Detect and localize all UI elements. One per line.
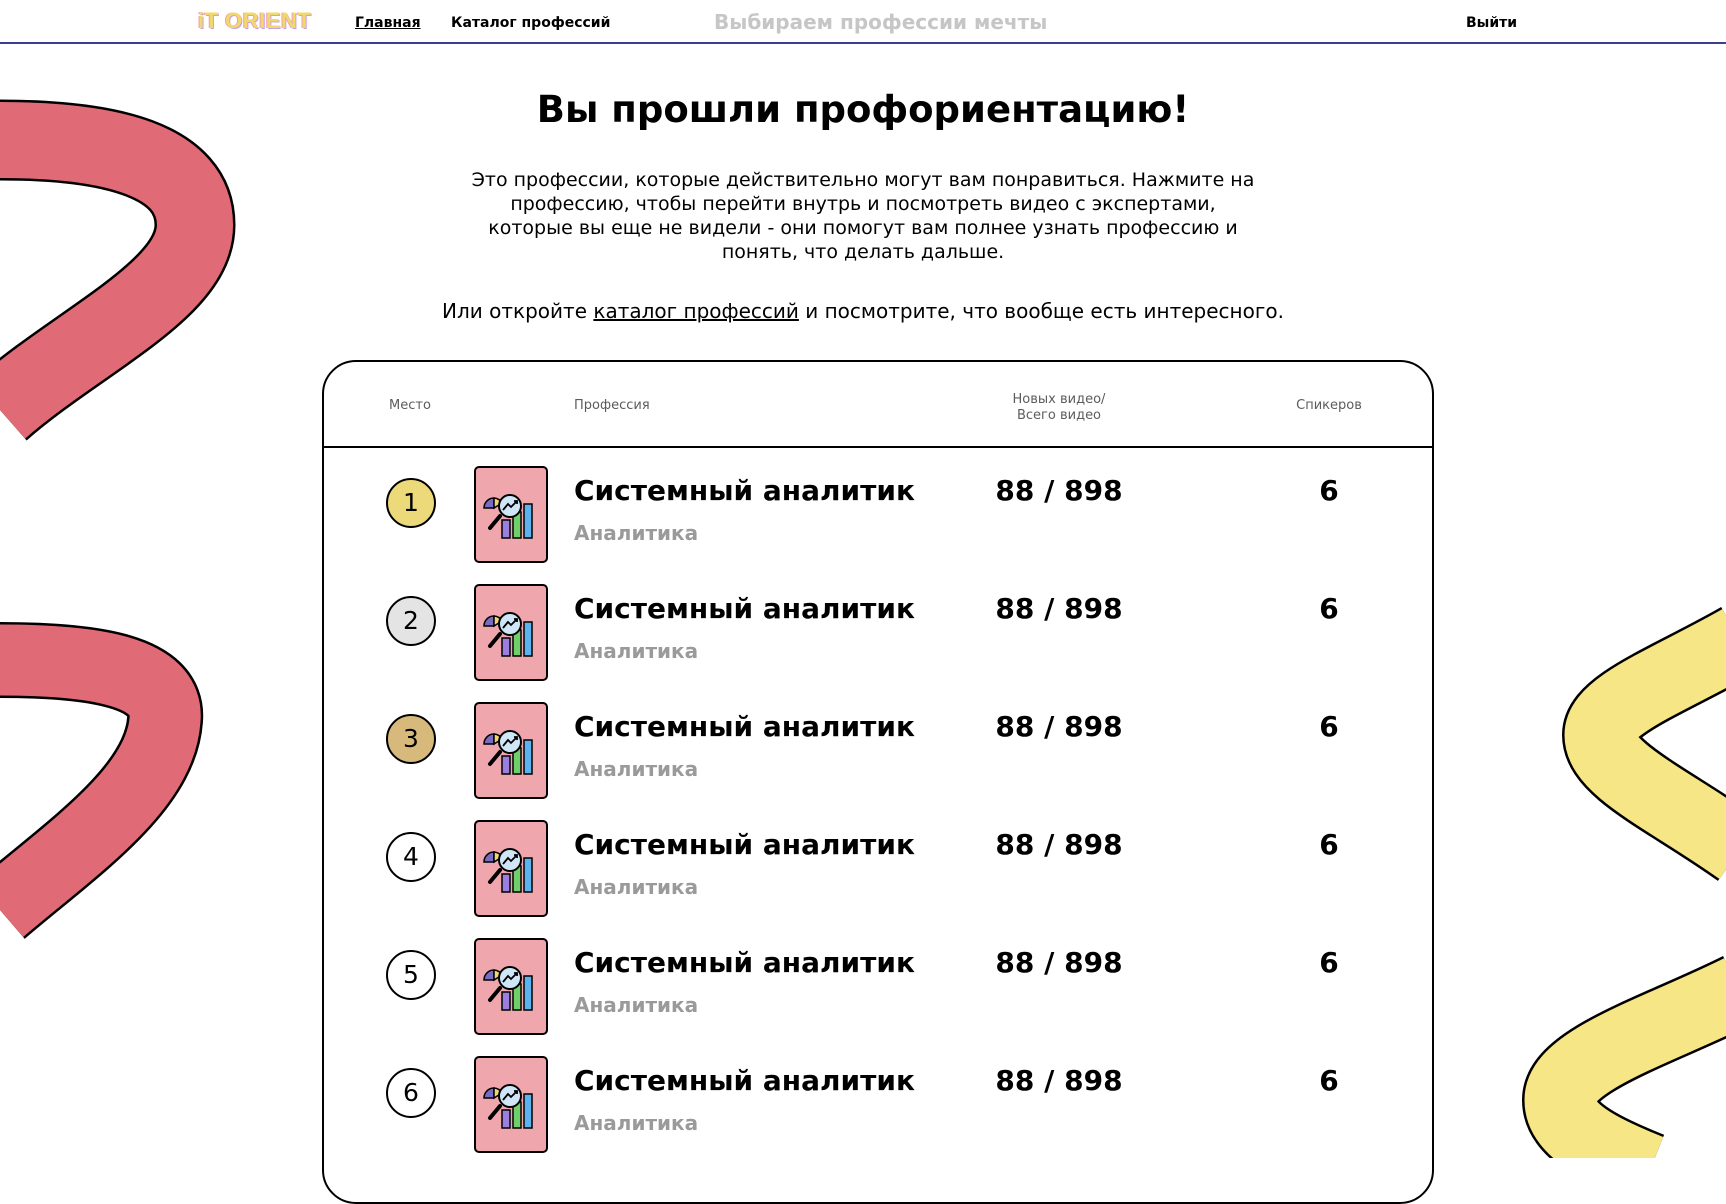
profession-name[interactable]: Системный аналитик <box>574 1064 916 1097</box>
analytics-chart-magnifier-icon <box>480 958 540 1012</box>
profession-thumbnail[interactable] <box>474 584 548 681</box>
yellow-ribbon-top <box>1600 640 1726 850</box>
profession-name[interactable]: Системный аналитик <box>574 946 916 979</box>
analytics-chart-magnifier-icon <box>480 604 540 658</box>
profession-category: Аналитика <box>574 993 699 1017</box>
profession-name[interactable]: Системный аналитик <box>574 592 916 625</box>
speakers-count: 6 <box>1319 710 1339 743</box>
speakers-count: 6 <box>1319 1064 1339 1097</box>
profession-name[interactable]: Системный аналитик <box>574 828 916 861</box>
nav-catalog-link[interactable]: Каталог профессий <box>451 15 611 31</box>
logout-button[interactable]: Выйти <box>1466 15 1518 31</box>
header-videos <box>984 392 1134 424</box>
place-badge: 1 <box>386 478 436 528</box>
place-badge: 3 <box>386 714 436 764</box>
profession-thumbnail[interactable] <box>474 938 548 1035</box>
videos-count: 88 / 898 <box>995 1064 1123 1097</box>
profession-category: Аналитика <box>574 521 699 545</box>
table-row[interactable] <box>324 566 1432 696</box>
analytics-chart-magnifier-icon <box>480 486 540 540</box>
page-description: Это профессии, которые действительно могут вам понравиться. Нажмите на профессию, чтобы перейти внутрь и посмотреть видео с экспертами, которые вы еще не видели - они помогут вам полнее узнать профессию и понять, что делать дальше. <box>471 169 1255 263</box>
profession-name[interactable]: Системный аналитик <box>574 710 916 743</box>
analytics-chart-magnifier-icon <box>480 1076 540 1130</box>
videos-count: 88 / 898 <box>995 710 1123 743</box>
profession-thumbnail[interactable] <box>474 820 548 917</box>
catalog-hint-prefix: Или откройте <box>442 299 594 323</box>
profession-category: Аналитика <box>574 757 699 781</box>
header-videos-line2: Всего видео <box>1016 408 1102 423</box>
place-badge: 5 <box>386 950 436 1000</box>
profession-category: Аналитика <box>574 639 699 663</box>
nav-home-link[interactable]: Главная <box>355 15 421 31</box>
table-row[interactable] <box>324 920 1432 1050</box>
table-row[interactable] <box>324 448 1432 578</box>
speakers-count: 6 <box>1319 592 1339 625</box>
red-ribbon-top <box>0 140 195 410</box>
analytics-chart-magnifier-icon <box>480 840 540 894</box>
place-badge: 2 <box>386 596 436 646</box>
place-badge: 4 <box>386 832 436 882</box>
videos-count: 88 / 898 <box>995 474 1123 507</box>
red-ribbon-bottom <box>0 660 165 910</box>
header-slogan: Выбираем профессии мечты <box>714 10 1048 34</box>
table-header <box>324 362 1432 448</box>
top-header <box>0 0 1726 44</box>
table-row[interactable] <box>324 1038 1432 1168</box>
profession-category: Аналитика <box>574 875 699 899</box>
videos-count: 88 / 898 <box>995 946 1123 979</box>
analytics-chart-magnifier-icon <box>480 722 540 776</box>
logo[interactable]: iT ORIENT <box>198 8 312 33</box>
catalog-hint <box>0 299 1726 323</box>
profession-name[interactable]: Системный аналитик <box>574 474 916 507</box>
results-table <box>322 360 1434 1204</box>
catalog-hint-suffix: и посмотрите, что вообще есть интересного. <box>798 299 1284 323</box>
header-profession: Профессия <box>574 398 650 413</box>
profession-thumbnail[interactable] <box>474 466 548 563</box>
profession-thumbnail[interactable] <box>474 702 548 799</box>
videos-count: 88 / 898 <box>995 828 1123 861</box>
profession-category: Аналитика <box>574 1111 699 1135</box>
header-speakers: Спикеров <box>1296 398 1362 413</box>
table-row[interactable] <box>324 802 1432 932</box>
header-place: Место <box>389 398 431 413</box>
header-videos-line1: Новых видео/ <box>1012 392 1106 407</box>
speakers-count: 6 <box>1319 828 1339 861</box>
place-badge: 6 <box>386 1068 436 1118</box>
speakers-count: 6 <box>1319 946 1339 979</box>
speakers-count: 6 <box>1319 474 1339 507</box>
videos-count: 88 / 898 <box>995 592 1123 625</box>
page-title: Вы прошли профориентацию! <box>536 88 1190 131</box>
yellow-ribbon-bottom <box>1560 990 1726 1158</box>
profession-thumbnail[interactable] <box>474 1056 548 1153</box>
catalog-link[interactable]: каталог профессий <box>593 299 799 323</box>
table-row[interactable] <box>324 684 1432 814</box>
